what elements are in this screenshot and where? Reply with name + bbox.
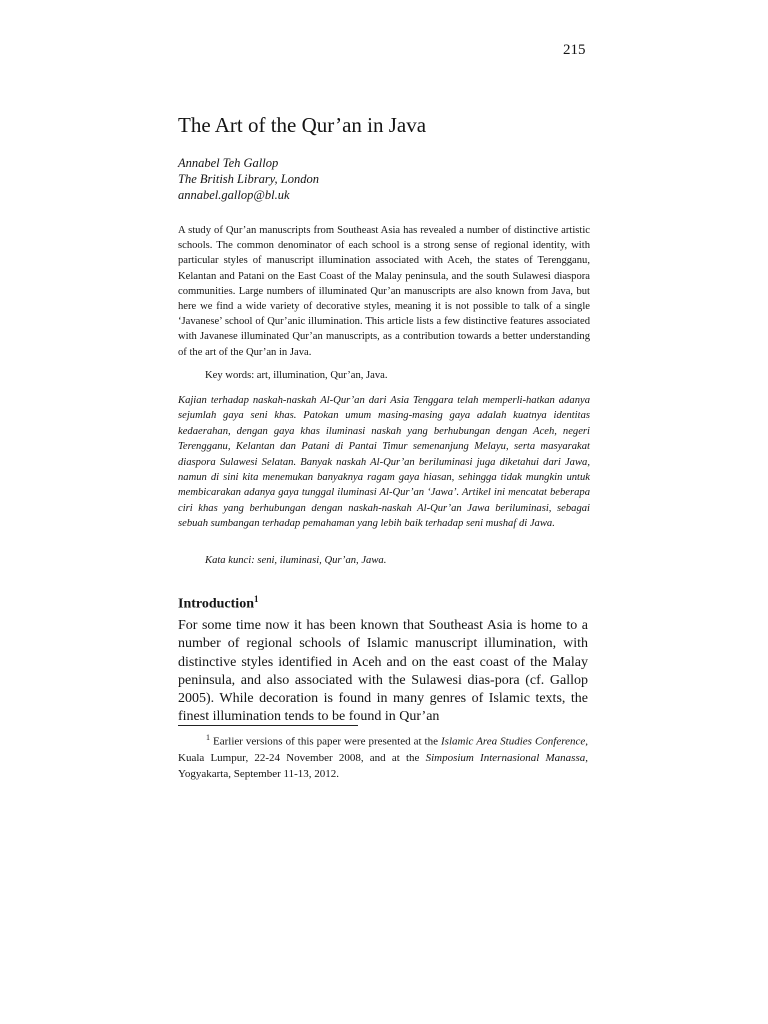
abstract-english: A study of Qur’an manuscripts from Southeast Asia has revealed a number of distinctive artistic schools. The common denominator of each school is a strong sense of regional identity, with particular styles of manuscript illumination associated with Aceh, the states of Terengganu, Kelantan and Patani on the East Coast of the Malay peninsula, and the south Sulawesi diaspora communities. Large numbers of illuminated Qur’an manuscripts are also known from Java, but here we find a wide variety of decorative styles, meaning it is not possible to talk of a single ‘Javanese’ school of Qur’anic illumination. This article lists a few distinctive features associated with Javanese illuminated Qur’an manuscripts, as a contribution towards a better understanding of the art of the Qur’an in Java. — [178, 225, 590, 358]
footnote-text-1: Earlier versions of this paper were presented at the — [210, 735, 442, 748]
author-email: annabel.gallop@bl.uk — [178, 188, 290, 202]
footnote-divider — [178, 725, 358, 726]
footnote-reference: 1 — [253, 594, 259, 604]
footnote-marker: 1 — [206, 733, 210, 742]
abstract-indonesian: Kajian terhadap naskah-naskah Al-Qur’an dari Asia Tenggara telah memperli-hatkan adanya sejumlah gaya seni khas. Patokan umum masing-masing gaya adalah kuatnya identitas kedaerahan, dengan gaya khas iluminasi naskah yang berhubungan dengan Aceh, negeri Terengganu, Kelantan dan Patani di Pantai Timur semenanjung Melayu, serta masyarakat diaspora Sulawesi Selatan. Banyak naskah Al-Qur’an beriluminasi juga diketahui dari Jawa, namun di sini kita menemukan banyaknya ragam gaya hiasan, sehingga tidak mungkin untuk membicarakan adanya gaya tunggal iluminasi Al-Qur’an ‘Jawa’. Artikel ini mencatat beberapa ciri khas yang berhubungan dengan naskah-naskah Al-Qur’an Jawa beriluminasi, sebagai sebuah sumbangan terhadap pemahaman yang lebih baik terhadap seni mushaf di Jawa. — [178, 395, 590, 530]
section-heading-introduction — [178, 594, 258, 613]
page-number: 215 — [563, 42, 586, 58]
footnote — [178, 730, 588, 782]
author-block — [178, 155, 319, 203]
keywords-line: Key words: art, illumination, Qur’an, Java. — [205, 370, 388, 381]
footnote-venue-1: Islamic Area Studies Conference — [441, 735, 586, 748]
footnote-venue-2: Simposium Internasional Manassa — [425, 751, 586, 764]
author-affiliation: The British Library, London — [178, 172, 319, 186]
introduction-paragraph: For some time now it has been known that Southeast Asia is home to a number of regional schools of Islamic manuscript illumination, with distinctive styles identified in Aceh and on the east coast of the Malay peninsula, and also associated with the Sulawesi dias-pora (cf. Gallop 2005). While decoration is found in many genres of Islamic texts, the finest illumination tends to be found in Qur’an — [178, 618, 588, 725]
footnote-text-3: , Yogyakarta, September 11-13, 2012. — [178, 751, 588, 780]
footnote-text-2: , Kuala Lumpur, 22-24 November 2008, and at the — [178, 735, 589, 764]
kata-kunci-line: Kata kunci: seni, iluminasi, Qur’an, Jawa. — [205, 555, 387, 566]
author-name: Annabel Teh Gallop — [178, 156, 279, 170]
section-heading-text: Introduction — [178, 596, 254, 612]
article-title: The Art of the Qur’an in Java — [178, 113, 427, 137]
